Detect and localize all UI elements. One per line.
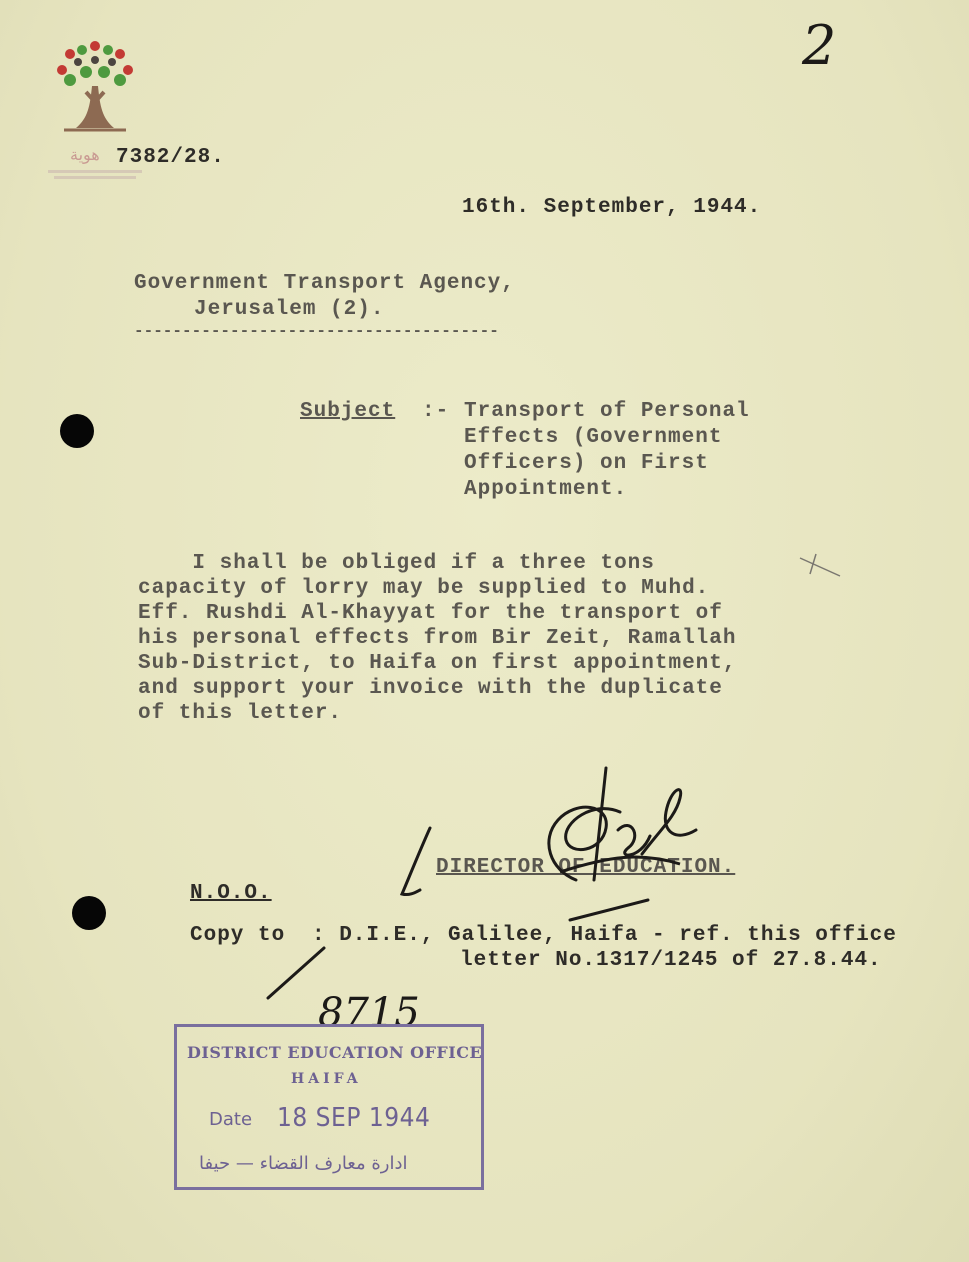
addressee-line-2: Jerusalem (2). bbox=[194, 298, 385, 321]
body-line-4: his personal effects from Bir Zeit, Ramallah bbox=[138, 627, 737, 650]
file-reference: 7382/28. bbox=[116, 146, 225, 169]
margin-mark bbox=[796, 552, 846, 582]
body-line-1: I shall be obliged if a three tons bbox=[138, 552, 655, 575]
stamp-city: HAIFA bbox=[291, 1071, 362, 1087]
stamp-title: DISTRICT EDUCATION OFFICE bbox=[187, 1043, 483, 1062]
addressee-rule: -------------------------------------- bbox=[134, 322, 499, 340]
handwritten-signature bbox=[380, 760, 720, 930]
stamp-date-label: Date bbox=[209, 1109, 253, 1130]
body-line-5: Sub-District, to Haifa on first appointment, bbox=[138, 652, 737, 675]
punch-hole-top bbox=[60, 414, 94, 448]
subject-line-4: Appointment. bbox=[464, 478, 628, 501]
body-line-2: capacity of lorry may be supplied to Muhd. bbox=[138, 577, 710, 600]
copy-to-line-1: : D.I.E., Galilee, Haifa - ref. this office bbox=[312, 924, 897, 947]
copy-to-label: Copy to bbox=[190, 924, 286, 947]
punch-hole-bottom bbox=[72, 896, 106, 930]
subject-line-2: Effects (Government bbox=[464, 426, 723, 449]
body-line-7: of this letter. bbox=[138, 702, 343, 725]
body-line-6: and support your invoice with the duplicate bbox=[138, 677, 723, 700]
subject-line-1: Transport of Personal bbox=[464, 400, 750, 423]
copy-to-line-2: letter No.1317/1245 of 27.8.44. bbox=[460, 949, 882, 972]
subject-label: Subject bbox=[300, 400, 396, 423]
body-line-3: Eff. Rushdi Al-Khayyat for the transport of bbox=[138, 602, 723, 625]
subject-line-3: Officers) on First bbox=[464, 452, 709, 475]
noo-mark: N.O.O. bbox=[190, 882, 272, 905]
letter-date: 16th. September, 1944. bbox=[462, 196, 762, 219]
handwritten-page-number: 2 bbox=[802, 14, 837, 77]
addressee-line-1: Government Transport Agency, bbox=[134, 272, 515, 295]
subject-separator: :- bbox=[422, 400, 450, 423]
handwritten-number: 8715 bbox=[318, 990, 420, 1036]
district-education-office-stamp bbox=[174, 1024, 484, 1190]
logo-text: هوية bbox=[70, 145, 100, 164]
signature-title: DIRECTOR OF EDUCATION. bbox=[436, 856, 736, 879]
stamp-date: 18 SEP 1944 bbox=[277, 1103, 431, 1133]
stamp-arabic-text: ادارة معارف القضاء — حيفا bbox=[199, 1153, 408, 1174]
